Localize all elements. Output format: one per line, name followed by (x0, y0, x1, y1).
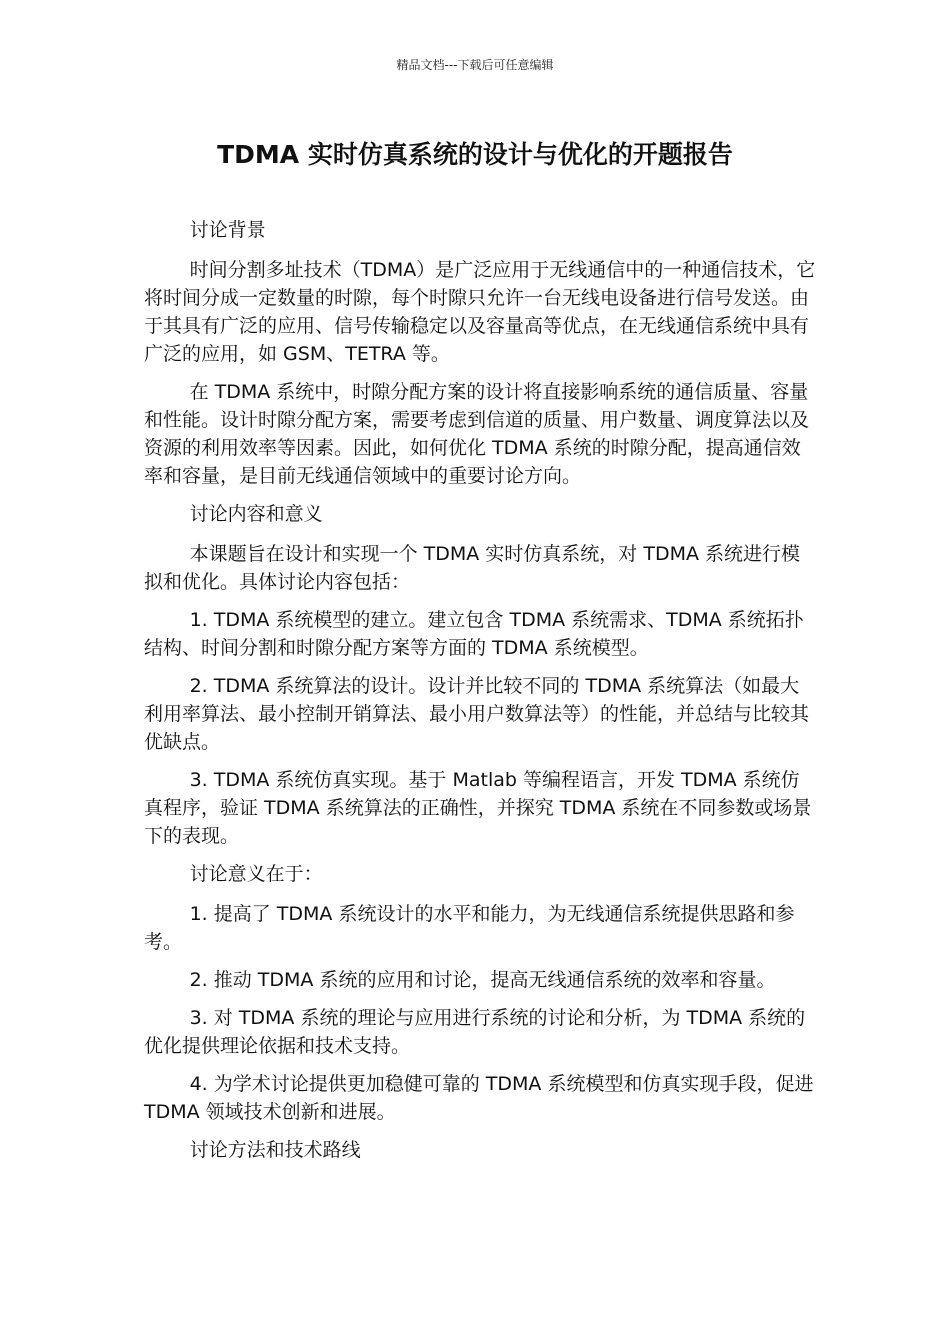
document-title: TDMA 实时仿真系统的设计与优化的开题报告 (217, 140, 733, 169)
section-heading-background: 讨论背景 (189, 219, 266, 241)
list-item-algorithm: 2. TDMA 系统算法的设计。设计并比较不同的 TDMA 系统算法（如最大利用率算法、最小控制开销算法、最小用户数算法等）的性能，并总结与比较其优缺点。 (144, 675, 810, 753)
list-item-significance-2: 2. 推动 TDMA 系统的应用和讨论，提高无线通信系统的效率和容量。 (189, 969, 776, 991)
paragraph-slot-allocation: 在 TDMA 系统中，时隙分配方案的设计将直接影响系统的通信质量、容量和性能。设计时隙分配方案，需要考虑到信道的质量、用户数量、调度算法以及资源的利用效率等因素。因此，如何优化 TDMA 系统的时隙分配，提高通信效率和容量，是目前无线通信领域中的重要讨论方向。 (144, 381, 810, 487)
list-item-significance-1: 1. 提高了 TDMA 系统设计的水平和能力，为无线通信系统提供思路和参考。 (144, 903, 795, 953)
list-item-significance-3: 3. 对 TDMA 系统的理论与应用进行系统的讨论和分析，为 TDMA 系统的优化提供理论依据和技术支持。 (144, 1007, 806, 1057)
list-item-significance-4: 4. 为学术讨论提供更加稳健可靠的 TDMA 系统模型和仿真实现手段，促进 TDMA 领域技术创新和进展。 (144, 1073, 814, 1123)
paragraph-tdma-intro: 时间分割多址技术（TDMA）是广泛应用于无线通信中的一种通信技术，它将时间分成一定数量的时隙，每个时隙只允许一台无线电设备进行信号发送。由于其具有广泛的应用、信号传输稳定以及容量高等优点，在无线通信系统中具有广泛的应用，如 GSM、TETRA 等。 (144, 259, 816, 365)
section-heading-methods: 讨论方法和技术路线 (189, 1139, 361, 1161)
list-item-model: 1. TDMA 系统模型的建立。建立包含 TDMA 系统需求、TDMA 系统拓扑结构、时间分割和时隙分配方案等方面的 TDMA 系统模型。 (144, 609, 804, 659)
section-heading-content: 讨论内容和意义 (189, 503, 323, 525)
page-header-watermark: 精品文档---下载后可任意编辑 (396, 58, 554, 72)
paragraph-topic-aim: 本课题旨在设计和实现一个 TDMA 实时仿真系统，对 TDMA 系统进行模拟和优化。具体讨论内容包括： (144, 543, 801, 593)
document-body (144, 216, 816, 1176)
section-heading-significance: 讨论意义在于： (189, 863, 323, 885)
list-item-simulation: 3. TDMA 系统仿真实现。基于 Matlab 等编程语言，开发 TDMA 系统仿真程序，验证 TDMA 系统算法的正确性，并探究 TDMA 系统在不同参数或场景下的表现。 (144, 769, 812, 847)
